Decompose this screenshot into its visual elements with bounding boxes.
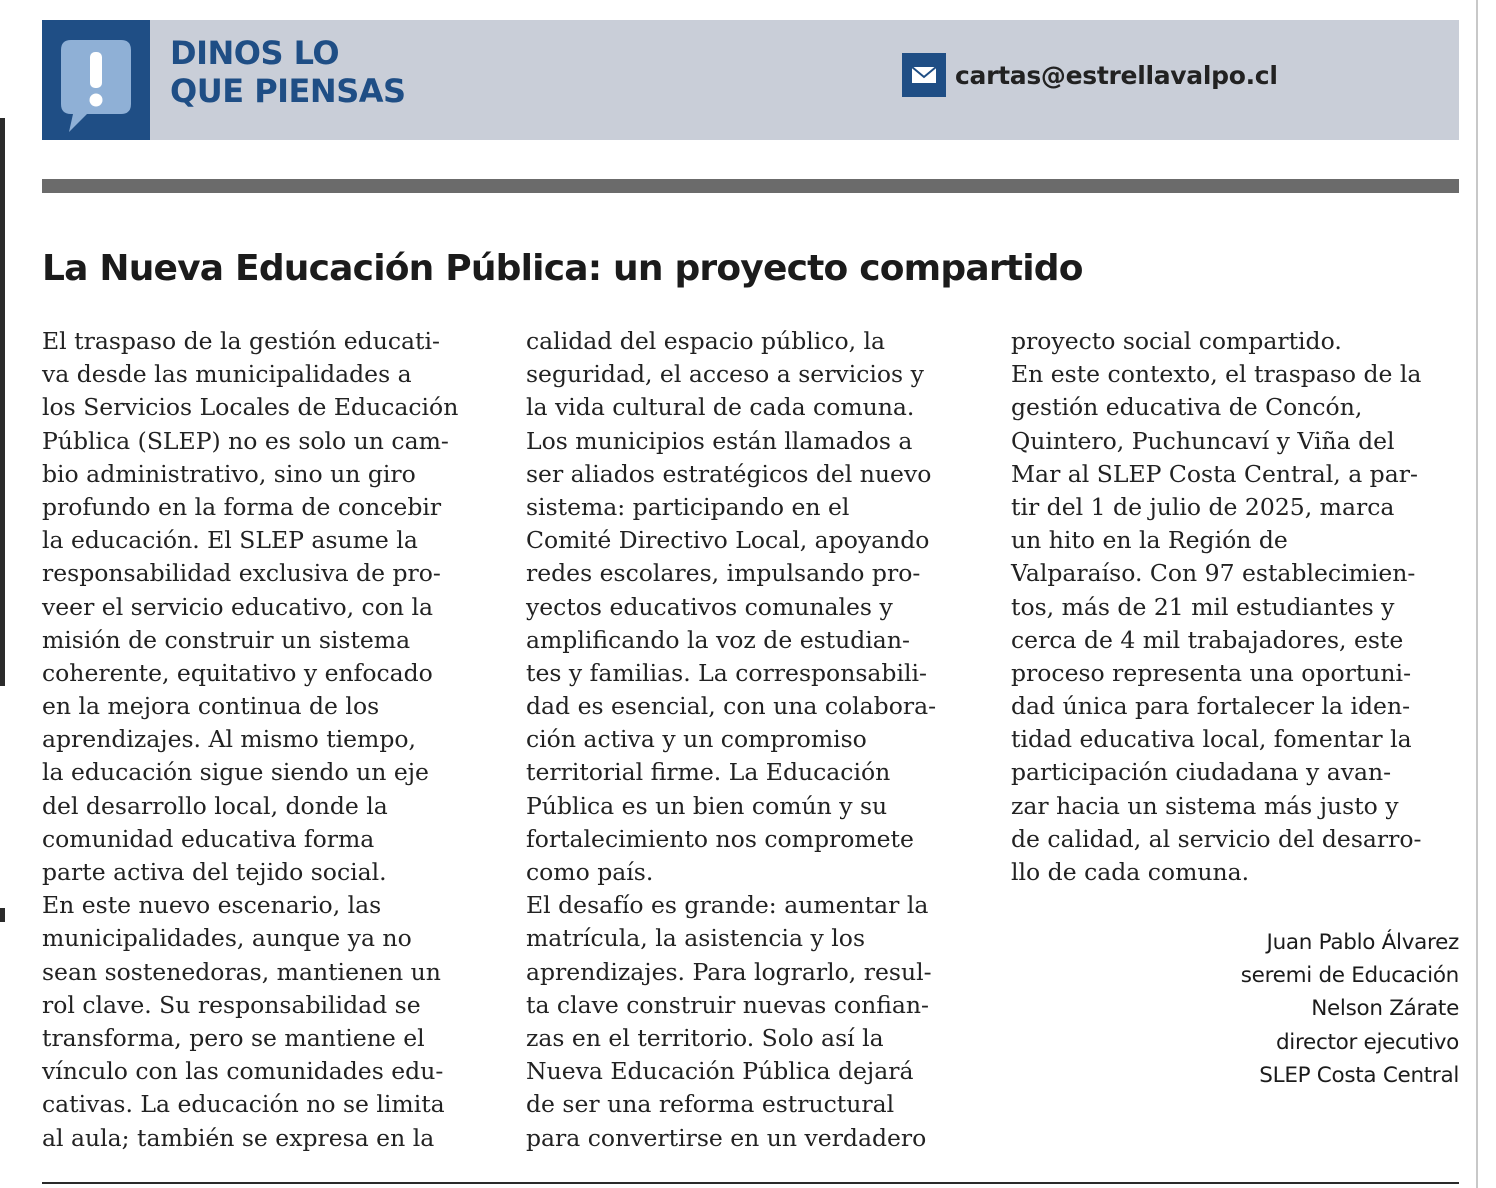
article-text-line: proceso representa una oportuni- xyxy=(1011,658,1412,687)
article-text-line: El traspaso de la gestión educati- xyxy=(42,327,440,355)
article-text-line: ción activa y un compromiso xyxy=(526,725,867,754)
page-left-edge xyxy=(0,0,8,1188)
article-text-line: tir del 1 de julio de 2025, marca xyxy=(1011,492,1395,521)
article-text-line: rol clave. Su responsabilidad se xyxy=(42,990,421,1019)
article-text-line: Los municipios están llamados a xyxy=(526,426,913,455)
section-title-line: QUE PIENSAS xyxy=(170,72,406,110)
article-text-line: cativas. La educación no se limita xyxy=(42,1090,445,1119)
article-text-line: aprendizajes. Al mismo tiempo, xyxy=(42,725,417,754)
speech-bubble-exclamation-icon xyxy=(42,20,150,140)
article-text-line: sistema: participando en el xyxy=(526,492,850,521)
article-headline: La Nueva Educación Pública: un proyecto compartido xyxy=(42,248,1083,289)
article-text-line: seguridad, el acceso a servicios y xyxy=(526,360,924,389)
article-text-line: redes escolares, impulsando pro- xyxy=(526,559,921,588)
article-text-line: fortalecimiento nos compromete xyxy=(526,824,914,853)
article-text-line: En este contexto, el traspaso de la xyxy=(1011,360,1422,389)
article-text-line: comunidad educativa forma xyxy=(42,824,375,853)
article-text-line: Mar al SLEP Costa Central, a par- xyxy=(1011,459,1418,488)
article-text-line: yectos educativos comunales y xyxy=(526,592,893,621)
article-text-line: Comité Directivo Local, apoyando xyxy=(526,526,930,555)
article-text-line: cerca de 4 mil trabajadores, este xyxy=(1011,625,1404,654)
email-address[interactable]: cartas@estrellavalpo.cl xyxy=(955,60,1278,90)
article-text-line: dad única para fortalecer la iden- xyxy=(1011,692,1411,721)
article-text-line: aprendizajes. Para lograrlo, resul- xyxy=(526,957,932,986)
article-text-line: del desarrollo local, donde la xyxy=(42,791,388,820)
article-text-line: para convertirse en un verdadero xyxy=(526,1123,927,1152)
article-text-line: llo de cada comuna. xyxy=(1011,858,1250,886)
article-text-line: Quintero, Puchuncaví y Viña del xyxy=(1011,426,1395,455)
signature-line: Juan Pablo Álvarez xyxy=(1266,930,1459,955)
divider xyxy=(42,179,1459,193)
article-text-line: Pública (SLEP) no es solo un cam- xyxy=(42,426,449,455)
article-text-line: ser aliados estratégicos del nuevo xyxy=(526,459,932,488)
article-text-line: participación ciudadana y avan- xyxy=(1011,758,1392,787)
article-text-line: Nueva Educación Pública dejará xyxy=(526,1057,914,1086)
article-text-line: zas en el territorio. Solo así la xyxy=(526,1023,884,1052)
article-text-line: Valparaíso. Con 97 establecimien- xyxy=(1011,559,1416,588)
article-text-line: la educación sigue siendo un eje xyxy=(42,758,429,787)
article-column-3 xyxy=(1011,325,1471,889)
article-text-line: territorial firme. La Educación xyxy=(526,758,891,787)
signature-line: SLEP Costa Central xyxy=(1259,1062,1459,1088)
contact-email[interactable] xyxy=(902,53,1278,97)
article-text-line: vínculo con las comunidades edu- xyxy=(42,1057,444,1086)
article-text-line: sean sostenedoras, mantienen un xyxy=(42,957,441,986)
column-rule xyxy=(1476,0,1478,1188)
article-text-line: coherente, equitativo y enfocado xyxy=(42,658,433,687)
section-title xyxy=(170,34,406,110)
article-text-line: los Servicios Locales de Educación xyxy=(42,393,459,422)
article-text-line: gestión educativa de Concón, xyxy=(1011,393,1363,422)
article-text-line: ta clave construir nuevas confian- xyxy=(526,990,929,1019)
article-text-line: va desde las municipalidades a xyxy=(42,360,412,389)
article-text-line: El desafío es grande: aumentar la xyxy=(526,891,929,920)
article-text-line: de ser una reforma estructural xyxy=(526,1090,895,1119)
article-text-line: tes y familias. La corresponsabili- xyxy=(526,658,927,687)
article-text-line: un hito en la Región de xyxy=(1011,526,1288,555)
article-text-line: veer el servicio educativo, con la xyxy=(42,592,433,621)
signature-line: Nelson Zárate xyxy=(1311,996,1459,1022)
section-title-line: DINOS LO xyxy=(170,34,340,72)
article-text-line: profundo en la forma de concebir xyxy=(42,492,442,521)
article-text-line: la vida cultural de cada comuna. xyxy=(526,393,915,422)
article-signature xyxy=(1241,926,1459,1092)
article-text-line: dad es esencial, con una colabora- xyxy=(526,692,937,721)
article-text-line: zar hacia un sistema más justo y xyxy=(1011,791,1399,820)
article-text-line: bio administrativo, sino un giro xyxy=(42,459,416,488)
article-text-line: responsabilidad exclusiva de pro- xyxy=(42,559,441,588)
article-text-line: misión de construir un sistema xyxy=(42,625,411,654)
article-text-line: la educación. El SLEP asume la xyxy=(42,526,418,555)
article-text-line: En este nuevo escenario, las xyxy=(42,891,382,920)
article-text-line: parte activa del tejido social. xyxy=(42,858,387,886)
article-text-line: de calidad, al servicio del desarro- xyxy=(1011,824,1422,853)
article-text-line: tos, más de 21 mil estudiantes y xyxy=(1011,592,1395,621)
envelope-icon xyxy=(902,53,946,97)
article-text-line: en la mejora continua de los xyxy=(42,692,380,721)
section-header xyxy=(42,20,1459,140)
article-text-line: municipalidades, aunque ya no xyxy=(42,924,412,953)
signature-line: director ejecutivo xyxy=(1275,1029,1459,1055)
article-text-line: amplificando la voz de estudian- xyxy=(526,625,910,654)
article-text-line: calidad del espacio público, la xyxy=(526,327,886,355)
signature-line: seremi de Educación xyxy=(1240,963,1459,989)
article-text-line: tidad educativa local, fomentar la xyxy=(1011,725,1412,754)
article-column-1 xyxy=(42,325,502,1155)
article-text-line: transforma, pero se mantiene el xyxy=(42,1023,425,1052)
article-text-line: Pública es un bien común y su xyxy=(526,791,888,820)
article-text-line: al aula; también se expresa en la xyxy=(42,1123,435,1152)
article-column-2 xyxy=(526,325,986,1155)
divider xyxy=(42,1182,1459,1184)
article-text-line: proyecto social compartido. xyxy=(1011,327,1342,355)
article-text-line: matrícula, la asistencia y los xyxy=(526,924,866,953)
article-text-line: como país. xyxy=(526,858,654,886)
